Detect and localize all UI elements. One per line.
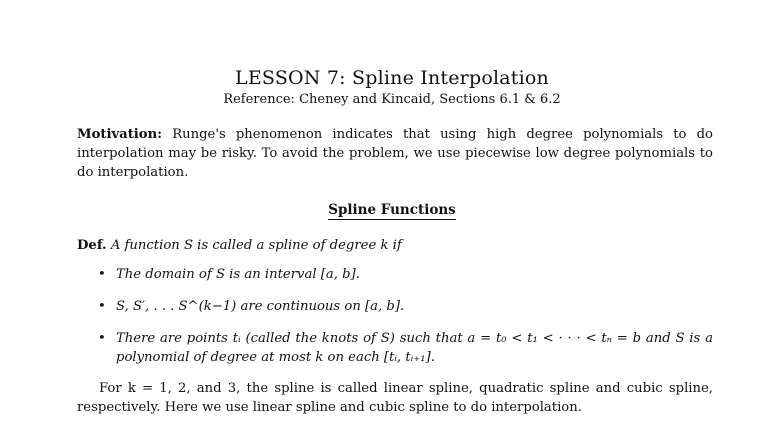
section-heading — [0, 202, 784, 218]
closing-paragraph: For k = 1, 2, and 3, the spline is called linear spline, quadratic spline and cubic spline, respectively. Here we use linear spline and cubic spline to do interpolation. — [77, 381, 713, 415]
lesson-title: LESSON 7: Spline Interpolation — [235, 67, 549, 89]
bullet-item — [98, 265, 713, 284]
motivation-text: Runge's phenomenon indicates that using high degree polynomials to do interpolation may be risky. To avoid the problem, we use piecewise low degree polynomials to do interpolation. — [77, 127, 713, 180]
motivation-label: Motivation: — [77, 127, 163, 142]
section-heading-text: Spline Functions — [328, 202, 456, 218]
definition-text: A function S is called a spline of degree k if — [110, 238, 402, 253]
bullet-item — [98, 329, 713, 367]
motivation-paragraph — [77, 125, 713, 182]
bullet-dot: • — [98, 299, 106, 314]
bullet-item — [98, 297, 713, 316]
definition-paragraph — [77, 236, 713, 255]
definition-label: Def. — [77, 238, 107, 253]
bullet-text: There are points tᵢ (called the knots of S) such that a = t₀ < t₁ < · · · < tₙ = b and S is a polynomial of degree at most k on each [tᵢ, tᵢ₊₁]. — [116, 331, 713, 365]
bullet-text: S, S′, . . . S^(k−1) are continuous on [a, b]. — [116, 299, 405, 314]
bullet-dot: • — [98, 331, 106, 346]
bullet-text: The domain of S is an interval [a, b]. — [116, 267, 360, 282]
reference-line: Reference: Cheney and Kincaid, Sections 6.1 & 6.2 — [223, 92, 561, 107]
bullet-dot: • — [98, 267, 106, 282]
definition-bullets — [98, 265, 713, 380]
